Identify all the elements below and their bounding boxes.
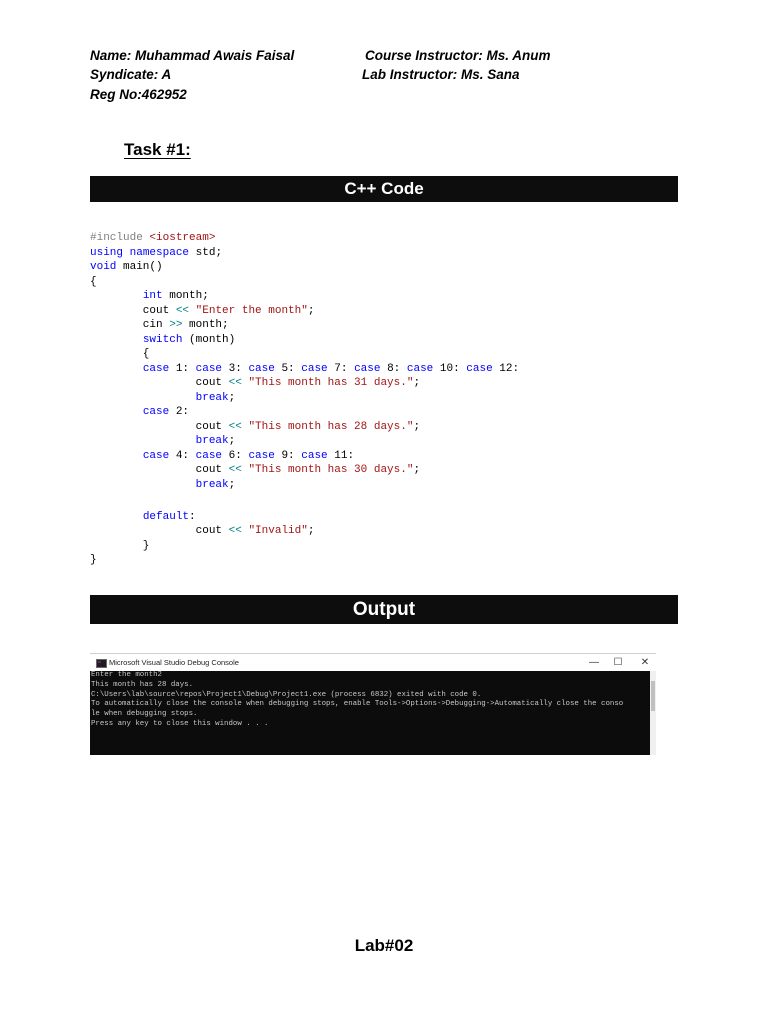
console-scrollbar[interactable] — [650, 671, 656, 755]
console-window-title: Microsoft Visual Studio Debug Console — [109, 658, 239, 667]
lab-number-footer: Lab#02 — [354, 936, 414, 955]
scrollbar-thumb[interactable] — [651, 681, 655, 711]
code-line: break; — [195, 391, 236, 404]
maximize-icon[interactable]: ☐ — [613, 657, 623, 668]
code-line: using namespace std; — [90, 246, 223, 259]
code-line: cout << "This month has 30 days."; — [90, 464, 421, 476]
console-titlebar — [90, 653, 656, 671]
output-section-bar: Output — [90, 595, 678, 624]
console-output — [90, 671, 650, 755]
registration-number: Reg No:462952 — [90, 87, 187, 102]
console-app-icon — [96, 659, 107, 668]
code-line: void main() — [90, 261, 163, 273]
code-line: { — [90, 348, 150, 360]
code-section-bar: C++ Code — [90, 176, 678, 202]
task-heading: Task #1: — [124, 140, 191, 159]
code-line: default: — [142, 510, 196, 523]
code-block — [90, 231, 519, 568]
code-line: int month; — [142, 290, 209, 302]
console-line: Enter the month2 — [91, 671, 162, 679]
code-line: cout << "This month has 28 days."; — [90, 420, 421, 433]
code-line: { — [90, 275, 97, 288]
code-line: break; — [195, 435, 236, 447]
syndicate: Syndicate: A — [90, 67, 172, 82]
code-line: cout << "This month has 31 days."; — [90, 377, 421, 389]
console-line: C:\Users\lab\source\repos\Project1\Debug\Project1.exe (process 6832) exited with code 0. — [91, 690, 482, 699]
code-line: case 4: case 6: case 9: case 11: — [142, 449, 355, 462]
course-instructor: Course Instructor: Ms. Anum — [365, 48, 551, 63]
code-line: switch (month) — [142, 333, 236, 346]
close-icon[interactable]: ✕ — [640, 657, 650, 668]
code-line: } — [90, 554, 97, 566]
code-line: case 1: case 3: case 5: case 7: case 8: case 10: case 12: — [142, 362, 520, 375]
code-line: case 2: — [142, 406, 190, 418]
code-line — [90, 492, 519, 510]
console-line: To automatically close the console when debugging stops, enable Tools->Options->Debugging->Automatically close the conso — [91, 700, 624, 709]
console-line: This month has 28 days. — [91, 680, 194, 689]
debug-console-window — [90, 653, 656, 755]
code-line: cout << "Invalid"; — [90, 525, 315, 537]
code-line: #include <iostream> — [90, 232, 216, 244]
code-line: break; — [195, 478, 236, 491]
student-name: Name: Muhammad Awais Faisal — [90, 48, 295, 63]
code-line: } — [90, 539, 150, 552]
lab-instructor: Lab Instructor: Ms. Sana — [362, 67, 520, 82]
code-line: cout << "Enter the month"; — [90, 304, 315, 317]
console-line: le when debugging stops. — [91, 710, 198, 719]
code-line: cin >> month; — [90, 319, 229, 331]
console-line: Press any key to close this window . . . — [91, 719, 269, 728]
minimize-icon[interactable]: — — [589, 657, 599, 668]
